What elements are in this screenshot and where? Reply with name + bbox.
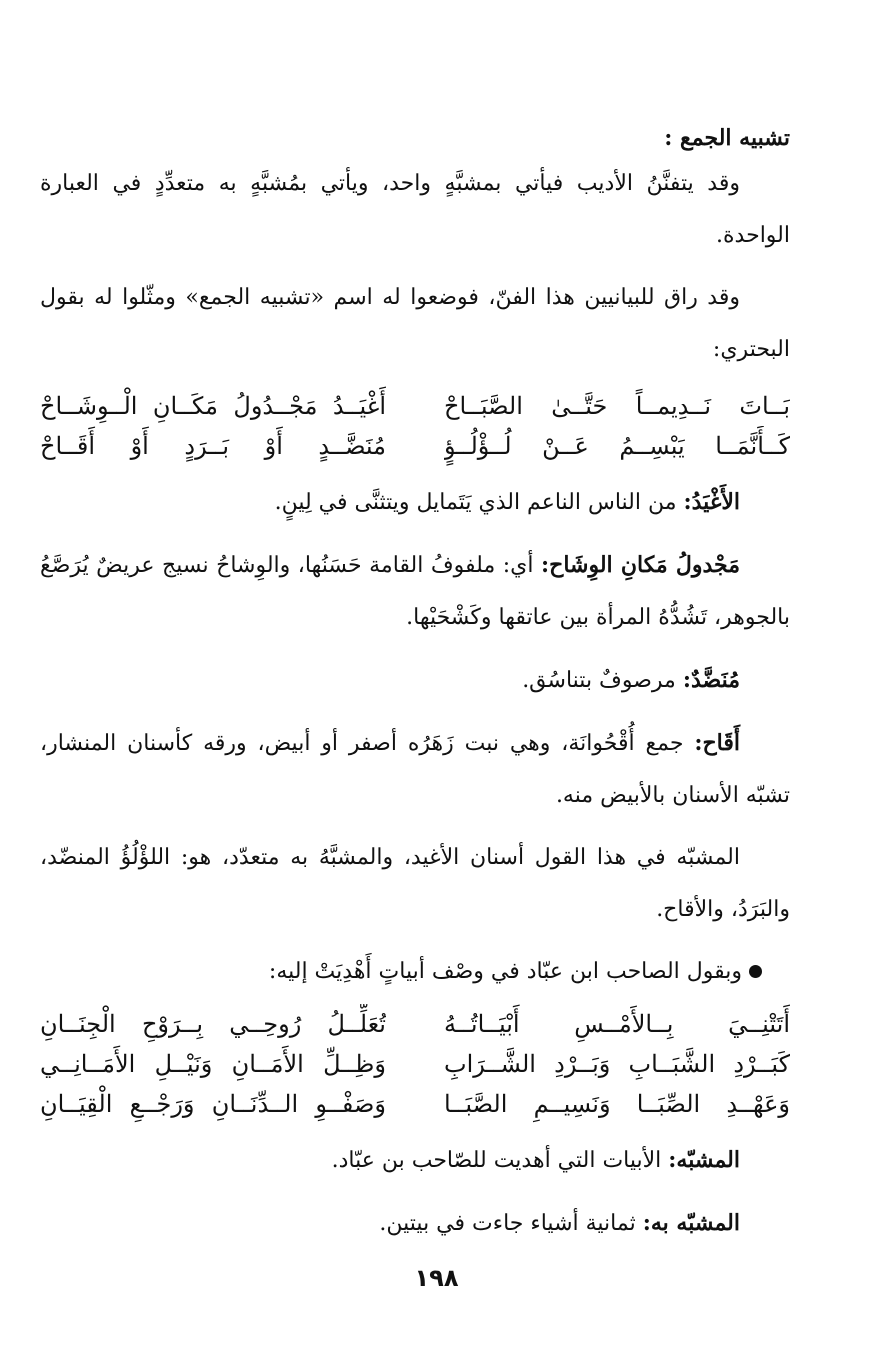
verse-second-hemistich: وَصَفْــوِ الــدِّنَــانِ وَرَجْــعِ الْقِيَــانِ: [40, 1090, 386, 1118]
analysis-text: الأبيات التي أهديت للصّاحب بن عبّاد.: [331, 1148, 669, 1173]
verse-first-hemistich: كَــأَنَّمَــا يَبْسِــمُ عَــنْ لُــؤْلُــؤٍ: [444, 432, 790, 460]
glossary-entry: [40, 539, 790, 644]
section-heading: تشبيه الجمع :: [664, 125, 790, 151]
glossary-term: الأَغْيَدُ:: [683, 489, 740, 515]
glossary-definition: جمع أُقْحُوانَة، وهي نبت زَهَرُه أصفر أو أبيض، ورقه كأسنان المنشار، تشبّه الأسنان بالأبيض منه.: [40, 731, 790, 808]
analysis-entry: [40, 1134, 790, 1187]
analysis-paragraph: المشبّه في هذا القول أسنان الأغيد، والمشبَّهُ به متعدّد، هو: اللؤْلُؤُ المنضّد، والبَرَدُ، والأقاح.: [40, 845, 790, 922]
page-number: ١٩٨: [414, 1264, 459, 1292]
glossary-entry: [40, 476, 790, 529]
bullet-icon: [749, 965, 762, 978]
verse-second-hemistich: وَظِــلِّ الأَمَــانِ وَنَيْــلِ الأَمَــانِــي: [40, 1050, 386, 1078]
glossary-definition: من الناس الناعم الذي يَتَمايل ويتثنَّى في لِينٍ.: [274, 490, 684, 515]
analysis-entry: [40, 1197, 790, 1250]
example-intro-paragraph: وقد راق للبيانيين هذا الفنّ، فوضعوا له اسم «تشبيه الجمع» ومثّلوا له بقول البحتري:: [40, 285, 790, 362]
verse-line: [40, 1084, 790, 1124]
glossary-definition: مرصوفٌ بتناسُق.: [522, 668, 683, 693]
glossary-term: مَجْدولُ مَكانِ الوِشَاح:: [541, 552, 740, 578]
verse-first-hemistich: وَعَهْــدِ الصِّبَــا وَنَسِيــمِ الصَّبَــا: [444, 1090, 790, 1118]
verse-line: [40, 1004, 790, 1044]
poem-sahib: [40, 1004, 790, 1124]
verse-first-hemistich: أَتَتْنِــيَ بِــالأَمْــسِ أَبْيَــاتُــهُ: [444, 1010, 790, 1038]
glossary-term: مُنَضَّدٌ:: [682, 667, 740, 693]
verse-second-hemistich: تُعَلِّــلُ رُوحِــي بِــرَوْحِ الْجِنَــانِ: [40, 1010, 386, 1038]
verse-line: [40, 386, 790, 426]
analysis-term: المشبّه به:: [642, 1210, 740, 1236]
verse-second-hemistich: مُنَضَّــدٍ أَوْ بَــرَدٍ أَوْ أَقَــاحْ: [40, 432, 386, 460]
glossary-definition: أي: ملفوفُ القامة حَسَنُها، والوِشاحُ نسيج عريضٌ يُرَصَّعُ بالجوهر، تَشُدُّهُ المرأة بين عاتقها وكَشْحَيْها.: [40, 553, 790, 630]
analysis-text: ثمانية أشياء جاءت في بيتين.: [379, 1211, 643, 1236]
glossary-entry: [40, 654, 790, 707]
verse-line: [40, 426, 790, 466]
intro-paragraph: وقد يتفنَّنُ الأديب فيأتي بمشبَّهٍ واحد، ويأتي بمُشبَّهٍ به متعدِّدٍ في العبارة الواحدة.: [40, 171, 790, 248]
verse-line: [40, 1044, 790, 1084]
glossary-term: أَقَاح:: [694, 730, 740, 756]
bullet-paragraph: [40, 946, 790, 998]
verse-second-hemistich: أَغْيَــدُ مَجْــدُولُ مَكَــانِ الْــوِشَــاحْ: [40, 392, 386, 420]
poem-buhturi: [40, 386, 790, 466]
analysis-term: المشبّه:: [668, 1147, 740, 1173]
bullet-text: وبقول الصاحب ابن عبّاد في وصْف أبياتٍ أَهْدِيَتْ إليه:: [268, 959, 742, 984]
glossary-entry: [40, 717, 790, 822]
page-content: [40, 118, 790, 1260]
verse-first-hemistich: بَــاتَ نَــدِيمــاً حَتَّــىٰ الصَّبَــاحْ: [444, 392, 790, 420]
verse-first-hemistich: كَبَــرْدِ الشَّبَــابِ وَبَــرْدِ الشَّــرَابِ: [444, 1050, 790, 1078]
